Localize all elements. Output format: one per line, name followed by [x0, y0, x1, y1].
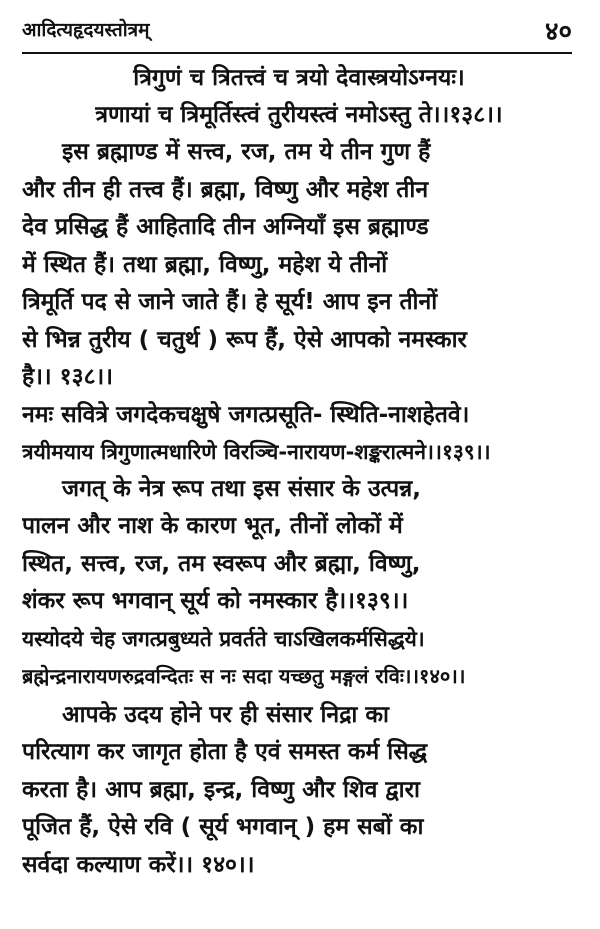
prose-line: स्थित, सत्त्व, रज, तम स्वरूप और ब्रह्मा, विष्णु,: [22, 550, 421, 577]
prose-line: देव प्रसिद्ध हैं आहितादि तीन अग्नियाँ इस ब्रह्माण्ड: [22, 214, 429, 240]
prose-line: है।। १३८।।: [22, 364, 113, 390]
verse-140: [22, 621, 576, 695]
page-header: [22, 12, 572, 54]
prose-line: आपके उदय होने पर ही संसार निद्रा का: [62, 701, 389, 728]
prose-line: सर्वदा कल्याण करें।। १४०।।: [22, 851, 255, 878]
page-number: ४०: [544, 17, 572, 47]
verse-line: ब्रह्मेन्द्रनारायणरुद्रवन्दितः स नः सदा यच्छतु मङ्गलं रविः।।१४०।।: [22, 663, 466, 688]
verse-line: त्रणायां च त्रिमूर्तिस्त्वं तुरीयस्त्वं नमोऽस्तु ते।।१३८।।: [95, 102, 503, 128]
prose-line: त्रिमूर्ति पद से जाने जाते हैं। हे सूर्य! आप इन तीनों: [22, 289, 438, 315]
verse-line: नमः सवित्रे जगदेकचक्षुषे जगत्प्रसूति- स्थिति-नाशहेतवे।: [22, 401, 470, 428]
verse-138: [22, 60, 576, 134]
prose-line: इस ब्रह्माण्ड में सत्त्व, रज, तम ये तीन गुण हैं: [62, 139, 431, 165]
running-title: आदित्यहृदयस्तोत्रम्: [22, 19, 150, 41]
verse-line: त्रयीमयाय त्रिगुणात्मधारिणे विरञ्चि-नारायण-शङ्करात्मने।।१३९।।: [22, 439, 491, 464]
prose-line: पूजित हैं, ऐसे रवि ( सूर्य भगवान् ) हम सबों का: [22, 814, 424, 840]
prose-line: और तीन ही तत्त्व हैं। ब्रह्मा, विष्णु और महेश तीन: [22, 176, 429, 203]
prose-line: जगत् के नेत्र रूप तथा इस संसार के उत्पन्न,: [62, 475, 422, 502]
prose-line: शंकर रूप भगवान् सूर्य को नमस्कार है।।१३९।।: [22, 588, 409, 614]
prose-line: से भिन्न तुरीय ( चतुर्थ ) रूप हैं, ऐसे आपको नमस्कार: [22, 326, 467, 353]
prose-line: करता है। आप ब्रह्मा, इन्द्र, विष्णु और शिव द्वारा: [22, 776, 420, 803]
commentary-140: [22, 697, 576, 885]
page-content: [22, 60, 576, 884]
prose-line: पालन और नाश के कारण भूत, तीनों लोकों में: [22, 513, 403, 539]
prose-line: परित्याग कर जागृत होता है एवं समस्त कर्म सिद्ध: [22, 739, 428, 765]
prose-line: में स्थित हैं। तथा ब्रह्मा, विष्णु, महेश ये तीनों: [22, 251, 388, 278]
verse-line: त्रिगुणं च त्रितत्त्वं च त्रयो देवास्त्रयोऽग्नयः।: [133, 65, 465, 91]
commentary-139: [22, 471, 576, 621]
verse-line: यस्योदये चेह जगत्प्रबुध्यते प्रवर्तते चाऽखिलकर्मसिद्धये।: [22, 626, 425, 651]
commentary-138: [22, 134, 576, 397]
verse-139: [22, 397, 576, 471]
